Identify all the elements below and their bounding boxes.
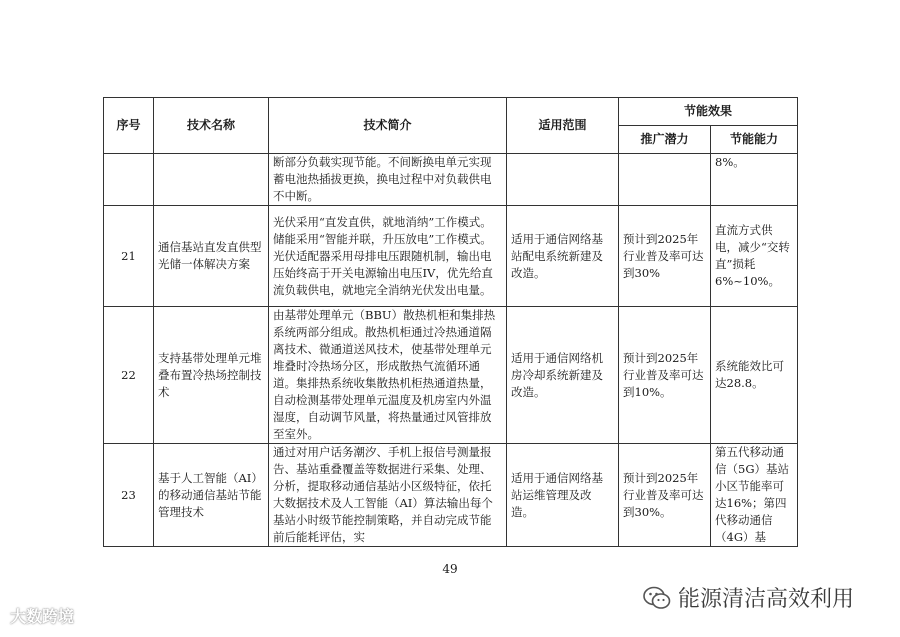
wechat-icon bbox=[642, 585, 672, 611]
header-intro: 技术简介 bbox=[269, 98, 507, 154]
cell-name: 支持基带处理单元堆叠布置冷热场控制技术 bbox=[154, 307, 269, 444]
cell-scope: 适用于通信网络机房冷却系统新建及改造。 bbox=[507, 307, 619, 444]
cell-capacity: 第五代移动通信（5G）基站小区节能率可达16%；第四代移动通信（4G）基 bbox=[711, 444, 798, 547]
header-name: 技术名称 bbox=[154, 98, 269, 154]
cell-seq: 21 bbox=[104, 206, 154, 307]
watermark-left: 大数跨境 bbox=[10, 607, 75, 626]
technology-table bbox=[103, 97, 798, 547]
cell-seq: 22 bbox=[104, 307, 154, 444]
header-scope: 适用范围 bbox=[507, 98, 619, 154]
cell-name bbox=[154, 154, 269, 206]
table-row bbox=[104, 206, 798, 307]
cell-intro: 断部分负载实现节能。不间断换电单元实现蓄电池热插拔更换，换电过程中对负载供电不中断。 bbox=[269, 154, 507, 206]
header-seq: 序号 bbox=[104, 98, 154, 154]
cell-seq: 23 bbox=[104, 444, 154, 547]
cell-potential: 预计到2025年行业普及率可达到30% bbox=[619, 206, 711, 307]
wechat-account-watermark bbox=[642, 582, 854, 613]
cell-potential: 预计到2025年行业普及率可达到30%。 bbox=[619, 444, 711, 547]
cell-intro: 光伏采用“直发直供，就地消纳”工作模式。储能采用“智能并联，升压放电”工作模式。光伏适配器采用母排电压跟随机制，输出电压始终高于开关电源输出电压IV，优先给直流负载供电，就地完全消纳光伏发出电量。 bbox=[269, 206, 507, 307]
cell-name: 基于人工智能（AI）的移动通信基站节能管理技术 bbox=[154, 444, 269, 547]
table-row bbox=[104, 154, 798, 206]
cell-capacity: 直流方式供电，减少“交转直”损耗6%~10%。 bbox=[711, 206, 798, 307]
table-row bbox=[104, 307, 798, 444]
watermark-right-text: 能源清洁高效利用 bbox=[678, 587, 855, 612]
cell-seq bbox=[104, 154, 154, 206]
cell-intro: 通过对用户话务潮汐、手机上报信号测量报告、基站重叠覆盖等数据进行采集、处理、分析，提取移动通信基站小区级特征，依托大数据技术及人工智能（AI）算法输出每个基站小时级节能控制策略，并自动完成节能前后能耗评估，实 bbox=[269, 444, 507, 547]
cell-scope: 适用于通信网络基站运维管理及改造。 bbox=[507, 444, 619, 547]
cell-potential: 预计到2025年行业普及率可达到10%。 bbox=[619, 307, 711, 444]
table-row bbox=[104, 444, 798, 547]
cell-capacity: 系统能效比可达28.8。 bbox=[711, 307, 798, 444]
cell-scope bbox=[507, 154, 619, 206]
page-number: 49 bbox=[442, 562, 458, 576]
cell-capacity: 8%。 bbox=[711, 154, 798, 206]
cell-intro: 由基带处理单元（BBU）散热机柜和集排热系统两部分组成。散热机柜通过冷热通道隔离技术、微通道送风技术，使基带处理单元堆叠时冷热场分区，形成散热气流循环通道。集排热系统收集散热机柜热通道热量，自动检测基带处理单元温度及机房室内外温湿度，自动调节风量，将热量通过风管排放至室外。 bbox=[269, 307, 507, 444]
cell-potential bbox=[619, 154, 711, 206]
header-potential: 推广潜力 bbox=[619, 126, 711, 154]
header-effect-group: 节能效果 bbox=[619, 98, 798, 126]
cell-name: 通信基站直发直供型光储一体解决方案 bbox=[154, 206, 269, 307]
cell-scope: 适用于通信网络基站配电系统新建及改造。 bbox=[507, 206, 619, 307]
header-capacity: 节能能力 bbox=[711, 126, 798, 154]
